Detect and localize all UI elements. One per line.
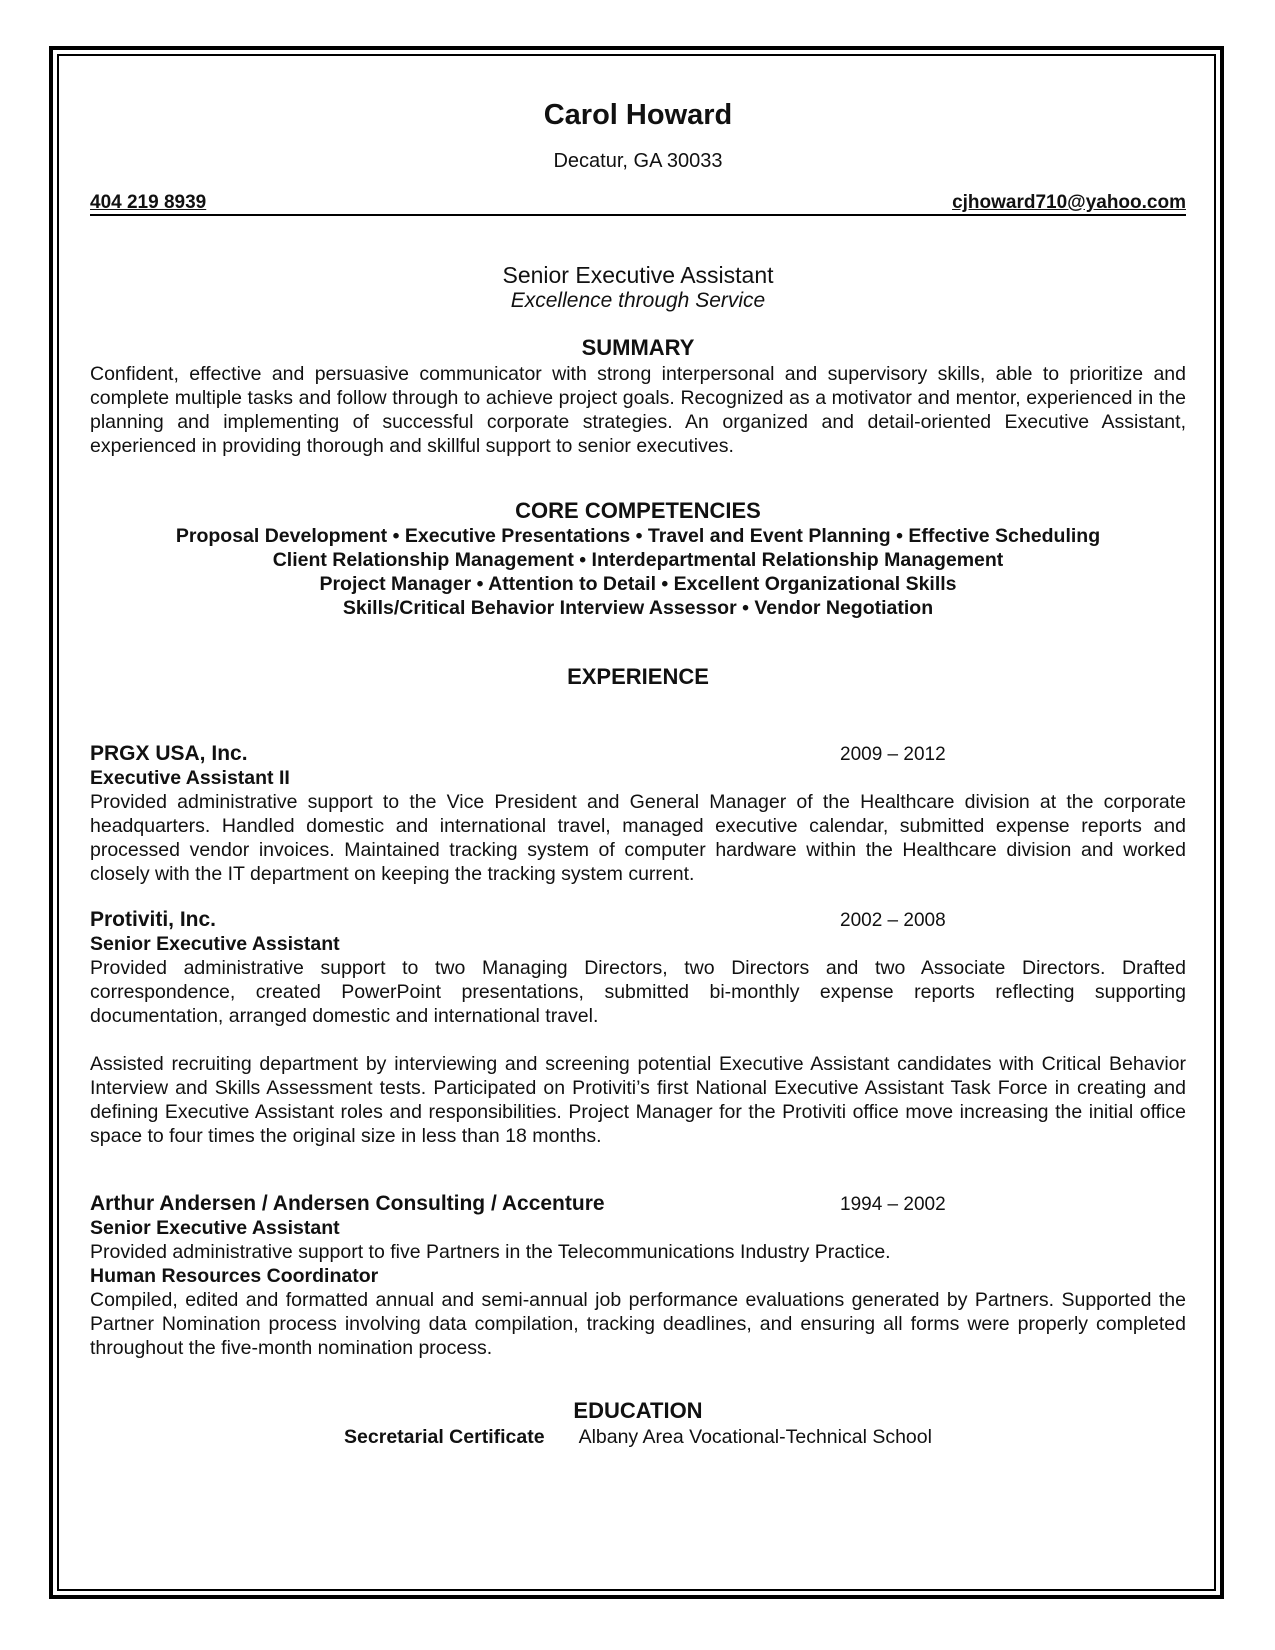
- job-role: Human Resources Coordinator: [90, 1265, 379, 1288]
- job-dates: 2002 – 2008: [840, 910, 946, 932]
- competencies-heading: CORE COMPETENCIES: [515, 497, 761, 523]
- candidate-name: Carol Howard: [543, 99, 733, 131]
- school: Albany Area Vocational-Technical School: [578, 1425, 932, 1448]
- job-role: Senior Executive Assistant: [90, 1217, 340, 1240]
- job-title: Senior Executive Assistant: [502, 261, 774, 288]
- phone-number: 404 219 8939: [90, 191, 207, 213]
- contact-line: [90, 193, 1186, 216]
- education-entry: [90, 1425, 1186, 1449]
- job-description: Assisted recruiting department by interviewing and screening potential Executive Assistant candidates with Critical Behavior Interview and Skills Assessment tests. Participated on Protiviti’s first National Executive Assistant Task Force in creating and defining Executive Assistant roles and responsibilities. Project Manager for the Protiviti office move increasing the initial office space to four times the original size in less than 18 months.: [90, 1053, 1186, 1148]
- experience-heading: EXPERIENCE: [567, 664, 709, 690]
- email-address[interactable]: cjhoward710@yahoo.com: [952, 191, 1186, 213]
- job-dates: 1994 – 2002: [840, 1194, 946, 1216]
- summary-heading: SUMMARY: [581, 335, 695, 361]
- company-name: Protiviti, Inc.: [90, 908, 217, 932]
- job-role: Executive Assistant II: [90, 767, 290, 790]
- job-entry: [90, 1192, 1186, 1360]
- job-entry: [90, 742, 1186, 886]
- degree: Secretarial Certificate: [344, 1425, 545, 1448]
- job-description: Provided administrative support to the Vice President and General Manager of the Healthcare division at the corporate headquarters. Handled domestic and international travel, managed executive calendar, submitted expense reports and processed vendor invoices. Maintained tracking system of computer hardware within the Healthcare division and worked closely with the IT department on keeping the tracking system current.: [90, 791, 1186, 886]
- job-role: Senior Executive Assistant: [90, 933, 340, 956]
- job-description: Provided administrative support to five Partners in the Telecommunications Industry Practice.: [90, 1241, 891, 1264]
- job-description: Compiled, edited and formatted annual and semi-annual job performance evaluations generated by Partners. Supported the Partner Nomination process involving data compilation, tracking deadlines, and ensuring all forms were properly completed throughout the five-month nomination process.: [90, 1289, 1186, 1360]
- tagline: Excellence through Service: [510, 289, 766, 313]
- company-name: Arthur Andersen / Andersen Consulting / Accenture: [90, 1192, 605, 1216]
- summary-text: Confident, effective and persuasive communicator with strong interpersonal and supervisory skills, able to prioritize and complete multiple tasks and follow through to achieve project goals. Recognized as a motivator and mentor, experienced in the planning and implementing of successful corporate strategies. An organized and detail-oriented Executive Assistant, experienced in providing thorough and skillful support to senior executives.: [90, 362, 1186, 457]
- job-entry: [90, 908, 1186, 1148]
- competency-line: Proposal Development • Executive Presentations • Travel and Event Planning • Effective Scheduling: [175, 525, 1101, 548]
- company-name: PRGX USA, Inc.: [90, 742, 248, 766]
- job-dates: 2009 – 2012: [840, 744, 946, 766]
- education-heading: EDUCATION: [573, 1398, 703, 1424]
- job-description: Provided administrative support to two Managing Directors, two Directors and two Associate Directors. Drafted correspondence, created PowerPoint presentations, submitted bi-monthly expense reports reflecting supporting documentation, arranged domestic and international travel.: [90, 957, 1186, 1028]
- competency-line: Client Relationship Management • Interdepartmental Relationship Management: [272, 549, 1004, 572]
- address: Decatur, GA 30033: [553, 149, 723, 172]
- competency-line: Skills/Critical Behavior Interview Assessor • Vendor Negotiation: [342, 597, 934, 620]
- competency-line: Project Manager • Attention to Detail • Excellent Organizational Skills: [319, 573, 957, 596]
- resume-page: [90, 98, 1186, 1449]
